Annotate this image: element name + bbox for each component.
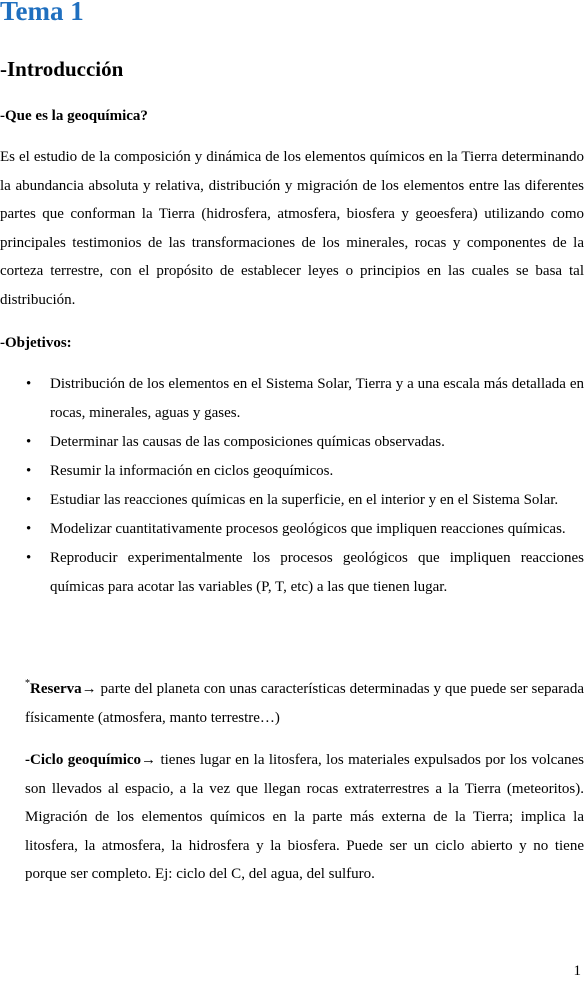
objectives-list: [0, 370, 584, 602]
ciclo-text: tienes lugar en la litosfera, los materiales expulsados por los volcanes son llevados al espacio, a la vez que llegan rocas extraterrestres a la Tierra (meteoritos). Migración de los elementos químicos en la parte más externa de la Tierra; implica la litosfera, la atmosfera, la hidrosfera y la biosfera. Puede ser un ciclo abierto y no tiene porque ser completo. Ej: ciclo del C, del agua, del sulfuro.: [25, 752, 584, 883]
list-item: • Modelizar cuantitativamente procesos geológicos que impliquen reacciones químicas.: [0, 515, 584, 544]
list-item: • Distribución de los elementos en el Sistema Solar, Tierra y a una escala más detallada en rocas, minerales, aguas y gases.: [0, 370, 584, 428]
reserva-term: Reserva→: [30, 681, 97, 697]
reserva-note: [25, 675, 584, 732]
page-title: Tema 1: [0, 0, 84, 26]
footnote-marker: *: [25, 678, 30, 689]
reserva-text: parte del planeta con unas características determinadas y que puede ser separada físicamente (atmosfera, manto terrestre…): [25, 681, 584, 726]
definition-paragraph: Es el estudio de la composición y dinámica de los elementos químicos en la Tierra determinando la abundancia absoluta y relativa, distribución y migración de los elementos entre las diferentes partes que conforman la Tierra (hidrosfera, atmosfera, biosfera y geoesfera) utilizando como principales testimonios de las transformaciones de los minerales, rocas y componentes de la corteza terrestre, con el propósito de establecer leyes o principios en las cuales se basa tal distribución.: [0, 149, 584, 308]
list-item: • Resumir la información en ciclos geoquímicos.: [0, 457, 584, 486]
list-item: • Determinar las causas de las composiciones químicas observadas.: [0, 428, 584, 457]
section-heading: -Introducción: [0, 57, 124, 81]
objectives-heading: -Objetivos:: [0, 335, 72, 351]
list-item: • Estudiar las reacciones químicas en la superficie, en el interior y en el Sistema Solar.: [0, 486, 584, 515]
ciclo-paragraph: [25, 746, 584, 889]
ciclo-term: -Ciclo geoquímico→: [25, 752, 157, 768]
question-heading: -Que es la geoquímica?: [0, 108, 148, 124]
page-number: 1: [573, 963, 581, 979]
list-item: • Reproducir experimentalmente los procesos geológicos que impliquen reacciones químicas para acotar las variables (P, T, etc) a las que tienen lugar.: [0, 544, 584, 602]
